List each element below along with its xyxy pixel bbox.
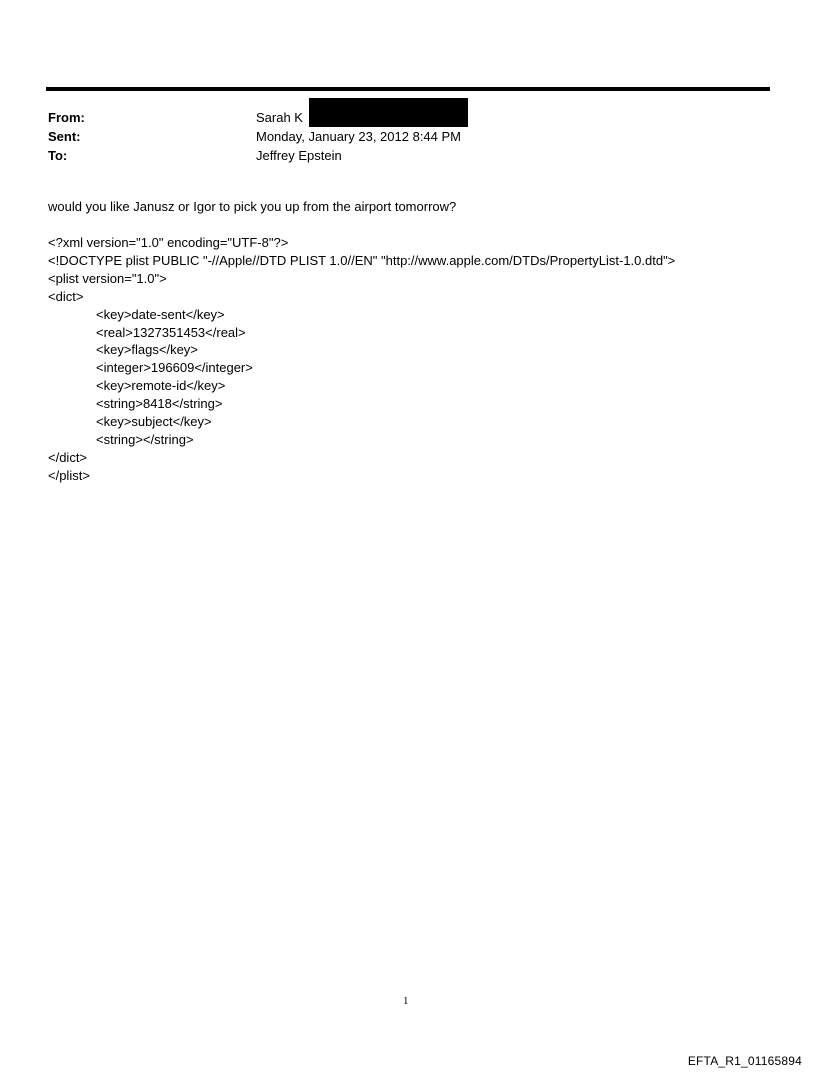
to-value: Jeffrey Epstein (256, 148, 342, 163)
from-value (256, 108, 468, 127)
sent-value: Monday, January 23, 2012 8:44 PM (256, 129, 461, 144)
plist-line: <string>8418</string> (96, 396, 223, 412)
plist-line: </dict> (48, 449, 88, 465)
plist-line: <plist version="1.0"> (48, 270, 167, 286)
plist-line: <key>flags</key> (96, 342, 198, 358)
plist-line: <real>1327351453</real> (96, 324, 246, 340)
plist-line: <string></string> (96, 431, 194, 447)
to-row (48, 146, 748, 165)
plist-line: <?xml version="1.0" encoding="UTF-8"?> (48, 235, 289, 250)
header-rule (46, 87, 770, 91)
bates-number: EFTA_R1_01165894 (687, 1054, 802, 1068)
plist-line: <key>date-sent</key> (96, 306, 225, 322)
sender-name: Sarah K (256, 110, 303, 125)
plist-line: </plist> (48, 467, 90, 483)
email-body: would you like Janusz or Igor to pick you up from the airport tomorrow? (48, 199, 457, 214)
plist-line: <dict> (48, 288, 84, 304)
page-number: 1 (403, 995, 409, 1007)
plist-line: <!DOCTYPE plist PUBLIC "-//Apple//DTD PLIST 1.0//EN" "http://www.apple.com/DTDs/PropertyList-1.0.dtd"> (48, 252, 676, 268)
sent-row (48, 127, 748, 146)
to-label: To: (48, 148, 68, 163)
from-label: From: (48, 110, 85, 125)
plist-line: <key>remote-id</key> (96, 378, 226, 394)
plist-line: <integer>196609</integer> (96, 360, 253, 376)
plist-line: <key>subject</key> (96, 414, 212, 430)
from-row (48, 108, 748, 127)
sent-label: Sent: (48, 129, 81, 144)
redaction-box (309, 98, 468, 127)
plist-block (48, 234, 675, 485)
email-header (48, 108, 748, 165)
